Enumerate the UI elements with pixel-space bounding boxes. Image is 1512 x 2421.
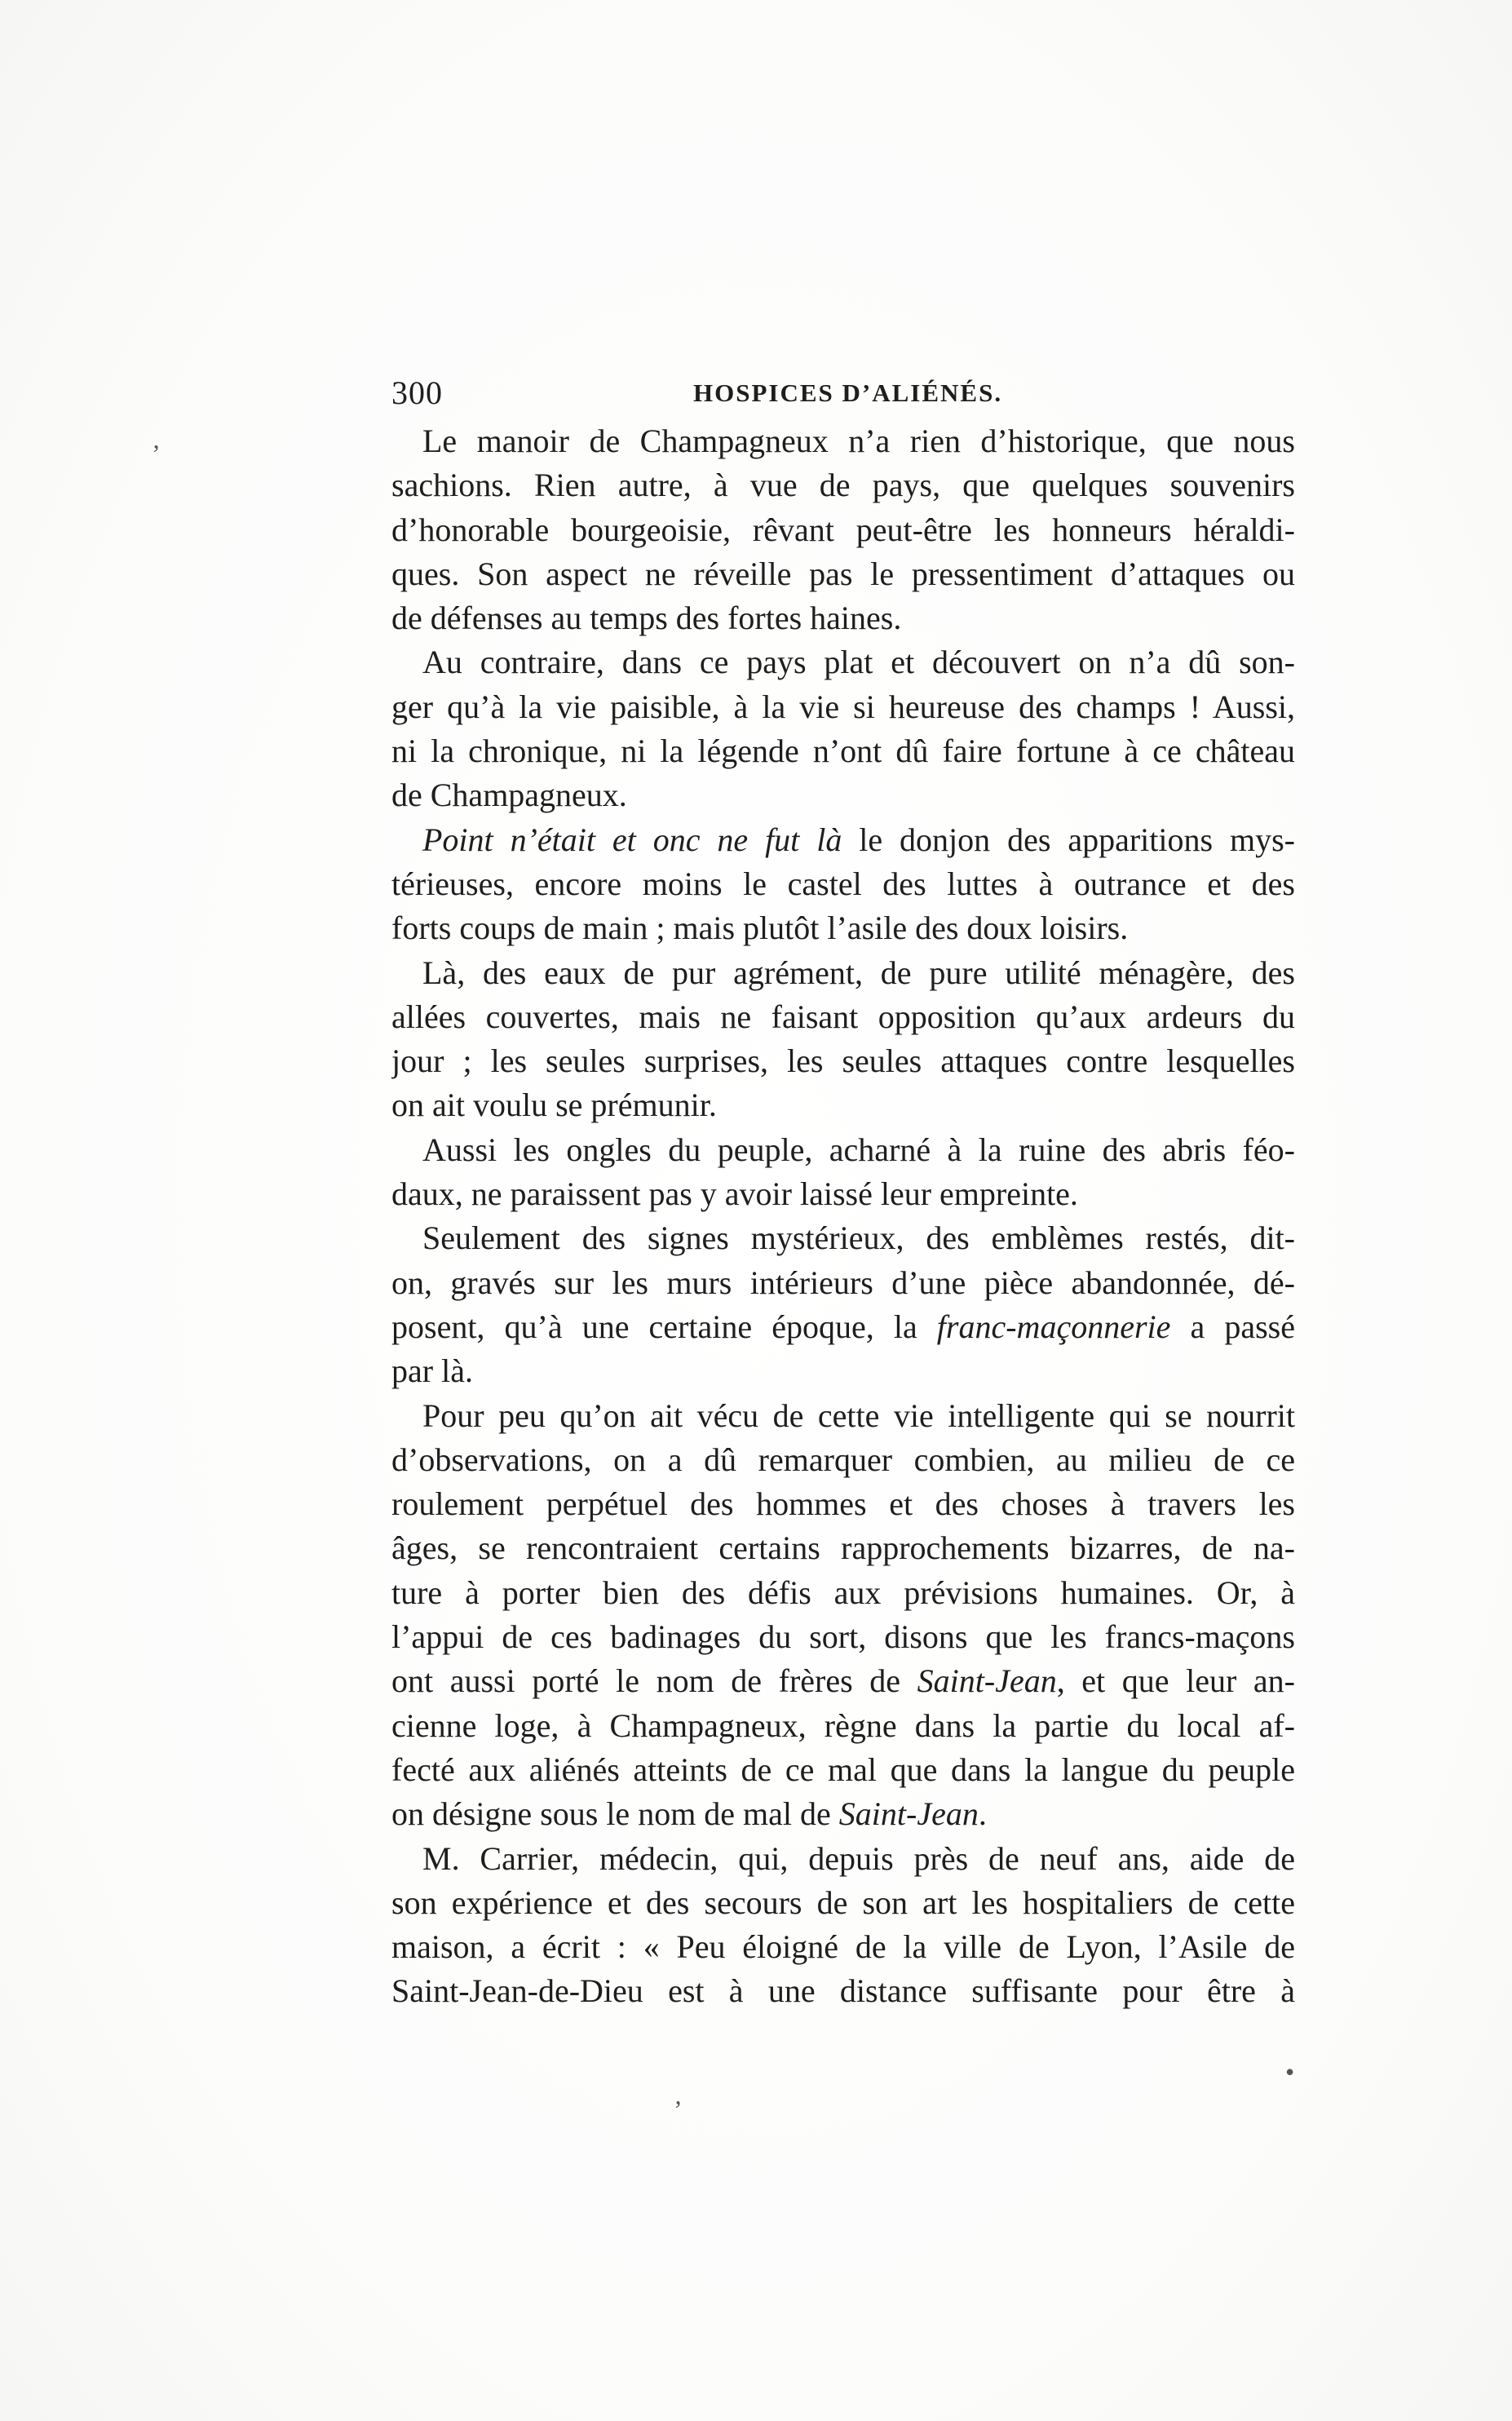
text-line xyxy=(391,1659,1295,1703)
text-run: M. Carrier, médecin, qui, depuis près de neuf ans, aide de xyxy=(422,1839,1295,1877)
text-run: ger qu’à la vie paisible, à la vie si heureuse des champs ! Aussi, xyxy=(391,688,1295,725)
text-line xyxy=(391,862,1295,906)
book-page: 300 HOSPICES D’ALIÉNÉS. Le manoir de Champagneux n’a rien d’historique, que nous sachions. Rien autre, à vue de pays, que quelques souvenirs d’honorable bourgeoisie, rêvant peut-être les honneurs héraldi- ques. Son aspect ne réveille pas le pressentiment d’attaques ou de défenses au temps des fortes haines. Au contraire, dans ce pays plat et découvert on n’a dû son- ger qu’à la vie paisible, à la vie si heureuse des champs ! Aussi, ni la chronique, ni la légende n’ont dû faire fortune à ce château de Champagneux. Point n’était et onc ne fut là le donjon des apparitions mys- térieuses, encore moins le castel des luttes à outrance et des forts coups de main ; mais plutôt l’asile des doux loisirs. Là, des eaux de pur agrément, de pure utilité ménagère, des allées couvertes, mais ne faisant opposition qu’aux ardeurs du jour ; les seules surprises, les seules attaques contre lesquelles on ait voulu se prémunir. Aussi les ongles du peuple, acharné à la ruine des abris féo- daux, ne paraissent pas y avoir laissé leur empreinte. Seulement des signes mystérieux, des emblèmes restés, dit- on, gravés sur les murs intérieurs d’une pièce abandonnée, dé- posent, qu’à une certaine époque, la franc-maçonnerie a passé par là. Pour peu qu’on ait vécu de cette vie intelligente qui se nourrit d’observations, on a dû remarquer combien, au milieu de ce roulement perpétuel des hommes et des choses à travers les âges, se rencontraient certains rapprochements bizarres, de na- ture à porter bien des défis aux prévisions humaines. Or, à l’appui de ces badinages du sort, disons que les francs-maçons ont aussi porté le nom de frères de Saint-Jean, et que leur an- cienne loge, à Champagneux, règne dans la partie du local af- fecté aux aliénés atteints de ce mal que dans la langue du peuple on désigne sous le nom de mal de Saint-Jean. M. Carrier, médecin, qui, depuis près de neuf ans, aide de son expérience et des secours de son art les hospitaliers de cette maison, a écrit : « Peu éloigné de la ville de Lyon, l’Asile de Saint-Jean-de-Dieu est à une distance suffisante pour être à ʼ • ʼ xyxy=(0,0,1512,2421)
text-run: Seulement des signes mystérieux, des emblèmes restés, dit- xyxy=(422,1219,1295,1257)
text-run: d’observations, on a dû remarquer combien, au milieu de ce xyxy=(391,1441,1295,1478)
text-line xyxy=(391,596,1295,640)
text-run: de Champagneux. xyxy=(391,777,627,814)
text-line xyxy=(391,773,1295,817)
text-line xyxy=(391,1925,1295,1969)
text-line xyxy=(391,1837,1295,1881)
text-run: Au contraire, dans ce pays plat et découvert on n’a dû son- xyxy=(422,644,1295,681)
text-line xyxy=(391,1748,1295,1792)
text-run: on ait voulu se prémunir. xyxy=(391,1087,717,1124)
text-run: Pour peu qu’on ait vécu de cette vie intelligente qui se nourrit xyxy=(422,1396,1295,1434)
text-line xyxy=(391,729,1295,773)
body-text xyxy=(391,419,1295,2051)
text-line xyxy=(391,1526,1295,1570)
text-line xyxy=(391,906,1295,950)
text-line xyxy=(391,1261,1295,1305)
text-line xyxy=(391,685,1295,729)
text-line xyxy=(391,1172,1295,1216)
italic-run: franc-maçonnerie xyxy=(936,1308,1171,1345)
text-line xyxy=(391,640,1295,684)
text-run: le donjon des apparitions mys- xyxy=(842,821,1295,858)
text-run: maison, a écrit : « Peu éloigné de la ville de Lyon, l’Asile de xyxy=(391,1928,1295,1966)
text-line xyxy=(391,951,1295,995)
text-line xyxy=(391,1305,1295,1349)
text-line xyxy=(391,1881,1295,1925)
text-line xyxy=(391,1704,1295,1748)
text-run: ont aussi porté le nom de frères de xyxy=(391,1662,917,1700)
text-line xyxy=(391,818,1295,862)
text-line xyxy=(391,1039,1295,1083)
text-run: daux, ne paraissent pas y avoir laissé leur empreinte. xyxy=(391,1175,1078,1213)
text-line xyxy=(391,419,1295,463)
text-run: d’honorable bourgeoisie, rêvant peut-être les honneurs héraldi- xyxy=(391,511,1295,548)
text-run: Là, des eaux de pur agrément, de pure utilité ménagère, des xyxy=(422,954,1295,991)
italic-run: Point n’était et onc ne fut là xyxy=(422,821,842,858)
text-run: l’appui de ces badinages du sort, disons que les francs-maçons xyxy=(391,1618,1295,1656)
text-run: ture à porter bien des défis aux prévisions humaines. Or, à xyxy=(391,1573,1295,1611)
text-run: a passé xyxy=(1170,1308,1295,1345)
running-title: HOSPICES D’ALIÉNÉS. xyxy=(693,378,1003,407)
text-line xyxy=(391,1571,1295,1615)
page-number: 300 xyxy=(391,374,443,411)
text-run: fecté aux aliénés atteints de ce mal que dans la langue du peuple xyxy=(391,1750,1295,1788)
text-run: forts coups de main ; mais plutôt l’asile des doux loisirs. xyxy=(391,910,1129,947)
text-line xyxy=(391,1349,1295,1393)
text-run: ni la chronique, ni la légende n’ont dû faire fortune à ce château xyxy=(391,732,1295,770)
text-run: allées couvertes, mais ne faisant opposition qu’aux ardeurs du xyxy=(391,998,1295,1035)
text-line xyxy=(391,1394,1295,1438)
text-run: posent, qu’à une certaine époque, la xyxy=(391,1308,937,1345)
text-line xyxy=(391,508,1295,552)
italic-run: Saint-Jean xyxy=(917,1662,1057,1700)
text-run: on, gravés sur les murs intérieurs d’une pièce abandonnée, dé- xyxy=(391,1264,1295,1301)
text-run: jour ; les seules surprises, les seules attaques contre lesquelles xyxy=(391,1042,1295,1080)
text-line xyxy=(391,1482,1295,1526)
text-line xyxy=(391,995,1295,1039)
text-run: par là. xyxy=(391,1352,473,1390)
text-line xyxy=(391,1216,1295,1260)
text-line xyxy=(391,1969,1295,2013)
text-line xyxy=(391,1792,1295,1836)
text-run: , et que leur an- xyxy=(1056,1662,1295,1700)
text-line xyxy=(391,463,1295,507)
text-run: de défenses au temps des fortes haines. xyxy=(391,600,902,637)
text-line xyxy=(391,1128,1295,1172)
text-run: Saint-Jean-de-Dieu est à une distance suffisante pour être à xyxy=(391,1972,1295,2010)
running-head xyxy=(391,369,1295,418)
italic-run: Saint-Jean xyxy=(838,1795,979,1833)
text-run: ques. Son aspect ne réveille pas le pressentiment d’attaques ou xyxy=(391,555,1295,592)
text-run: cienne loge, à Champagneux, règne dans la partie du local af- xyxy=(391,1706,1295,1744)
text-run: on désigne sous le nom de mal de xyxy=(391,1795,839,1833)
text-run: Le manoir de Champagneux n’a rien d’historique, que nous xyxy=(422,423,1295,459)
text-line xyxy=(391,1438,1295,1482)
text-line xyxy=(391,1083,1295,1127)
text-run: son expérience et des secours de son art les hospitaliers de cette xyxy=(391,1883,1295,1921)
text-line xyxy=(391,1615,1295,1659)
text-run: roulement perpétuel des hommes et des choses à travers les xyxy=(391,1485,1295,1523)
text-run: . xyxy=(978,1795,987,1833)
text-run: sachions. Rien autre, à vue de pays, que quelques souvenirs xyxy=(391,467,1295,504)
text-run: âges, se rencontraient certains rapprochements bizarres, de na- xyxy=(391,1529,1295,1567)
text-run: térieuses, encore moins le castel des luttes à outrance et des xyxy=(391,865,1295,902)
text-run: Aussi les ongles du peuple, acharné à la ruine des abris féo- xyxy=(422,1131,1295,1168)
text-line xyxy=(391,552,1295,596)
